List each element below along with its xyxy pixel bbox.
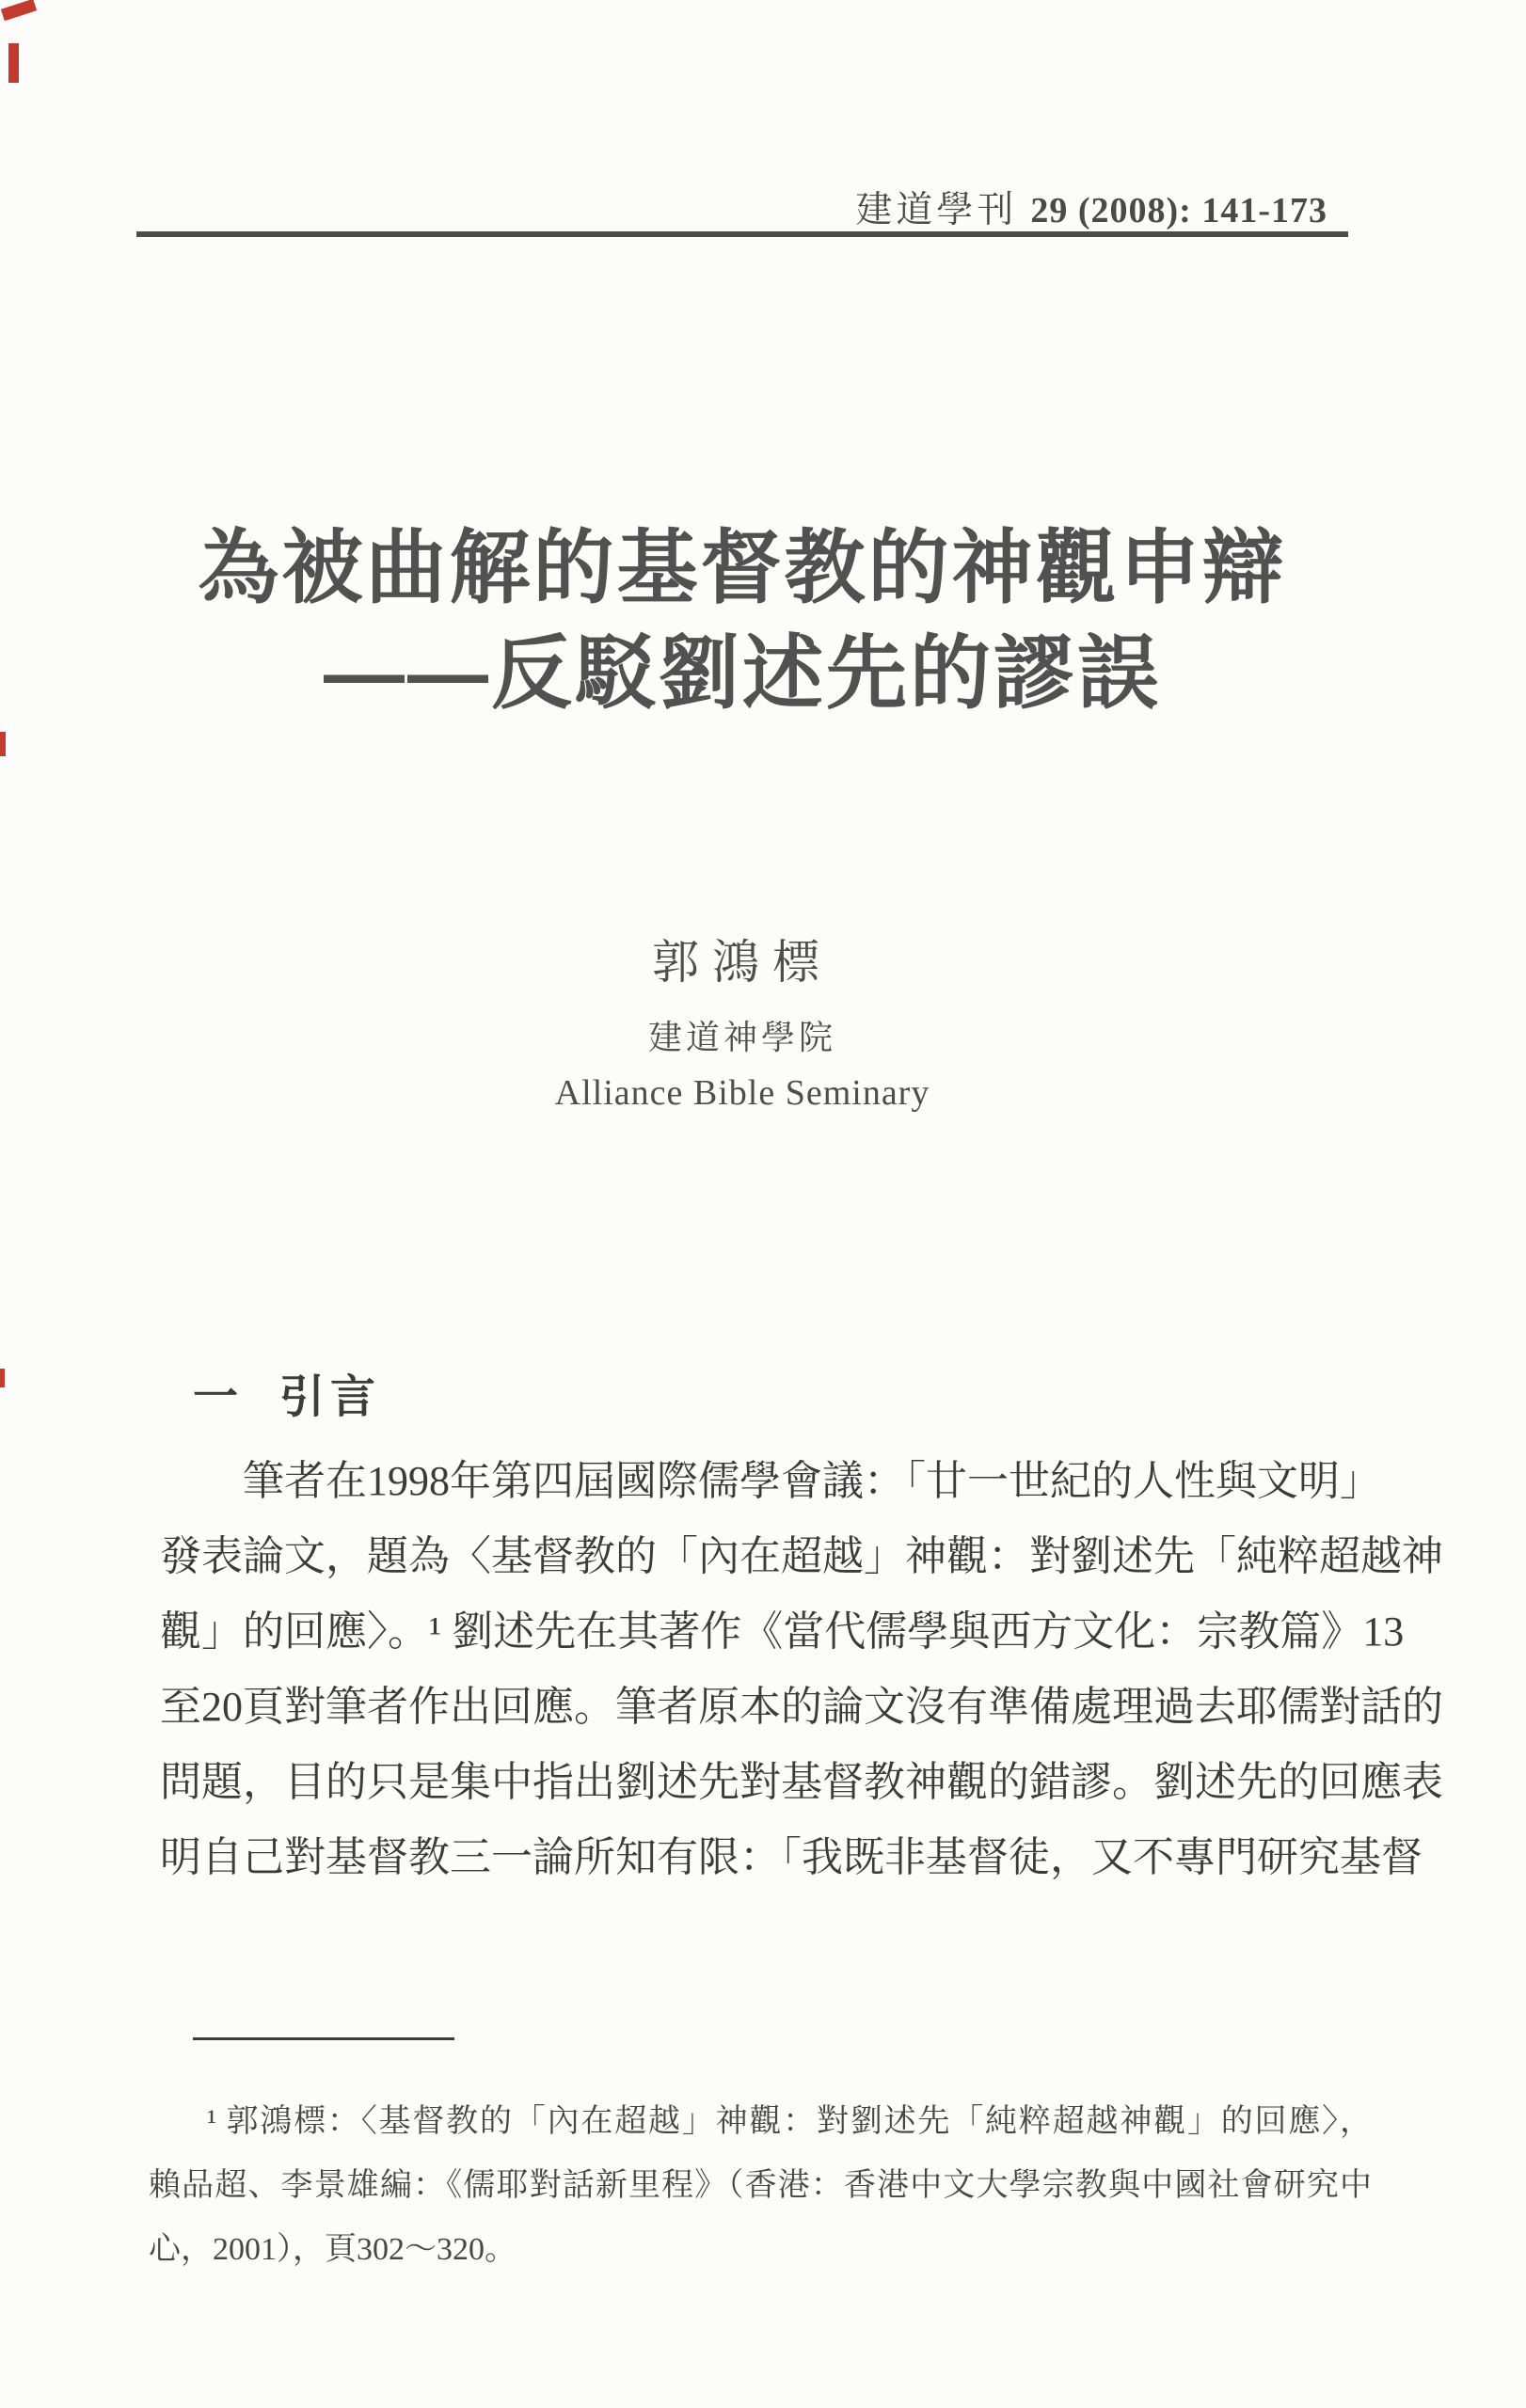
footnote [149, 2090, 1372, 2282]
section-heading [193, 1360, 381, 1425]
body-line: 發表論文，題為〈基督教的「內在超越」神觀：對劉述先「純粹超越神 [160, 1533, 1443, 1579]
article-title-line2: ——反駁劉述先的謬誤 [324, 628, 1161, 719]
footnote-separator [193, 2037, 454, 2040]
scan-artifact [0, 1369, 5, 1387]
author-affiliation-en: Alliance Bible Seminary [554, 1073, 930, 1113]
article-title-line1: 為被曲解的基督教的神觀申辯 [198, 523, 1287, 613]
scan-artifact [0, 732, 6, 756]
footnote-line: ¹ 郭鴻標：〈基督教的「內在超越」神觀：對劉述先「純粹超越神觀」的回應〉， [207, 2104, 1372, 2139]
body-paragraph [160, 1444, 1443, 1895]
body-line: 問題，目的只是集中指出劉述先對基督教神觀的錯謬。劉述先的回應表 [160, 1759, 1443, 1805]
author-affiliation-zh: 建道神學院 [647, 1019, 836, 1056]
body-line: 明自己對基督教三一論所知有限：「我既非基督徒，又不專門研究基督 [160, 1834, 1423, 1880]
footnote-line: 賴品超、李景雄編：《儒耶對話新里程》（香港：香港中文大學宗教與中國社會研究中 [149, 2168, 1372, 2203]
body-line: 至20頁對筆者作出回應。筆者原本的論文沒有準備處理過去耶儒對話的 [160, 1684, 1443, 1730]
author-block [136, 925, 1348, 1114]
footnote-line: 心，2001），頁302～320。 [149, 2232, 517, 2267]
author-name: 郭鴻標 [652, 936, 833, 989]
article-title [136, 515, 1348, 726]
scan-artifact [8, 43, 19, 83]
journal-name: 建道學刊 [855, 190, 1018, 230]
header-rule [136, 231, 1348, 237]
scan-artifact [1, 0, 37, 21]
section-title: 引言 [279, 1372, 382, 1422]
body-line: 觀」的回應〉。¹ 劉述先在其著作《當代儒學與西方文化：宗教篇》13 [160, 1608, 1405, 1655]
section-number: 一 [193, 1372, 239, 1422]
journal-citation: 29 (2008): 141-173 [1030, 191, 1327, 230]
body-line: 筆者在1998年第四屆國際儒學會議：「廿一世紀的人性與文明」 [243, 1458, 1381, 1504]
running-head [136, 181, 1327, 233]
